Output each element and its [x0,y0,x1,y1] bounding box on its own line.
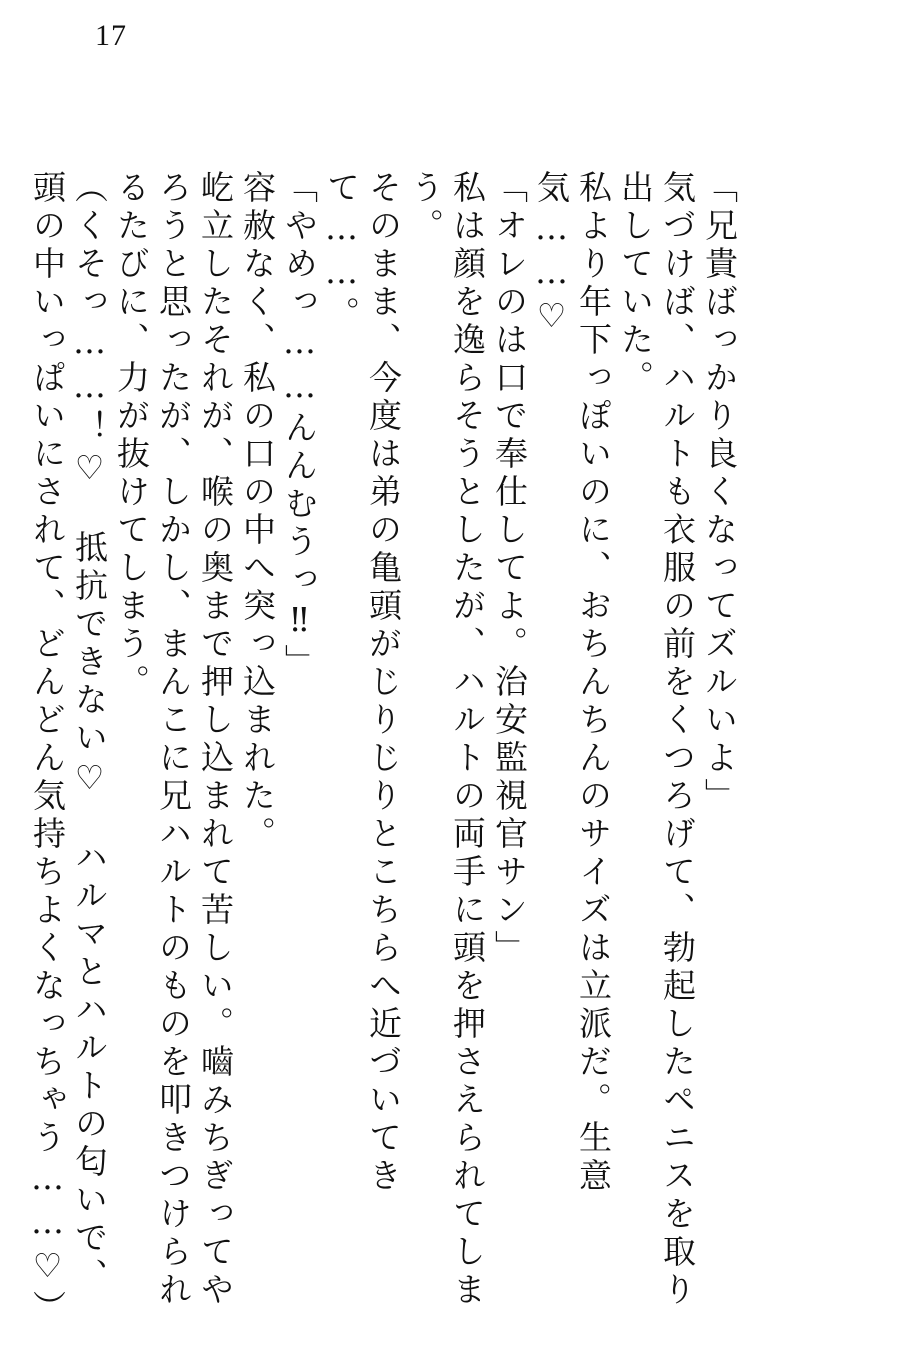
text-line: 気づけば、ハルトも衣服の前をくつろげて、勃起したペニスを取り出していた。 [616,170,697,1310]
text-line: （くそっ……！♡ 抵抗できない♡ ハルマとハルトの匂いで、頭の中いっぱいにされて、どんどん気持ちよくなっちゃう……♡） [28,170,109,1328]
text-line: 「やめっ……んんむうっ‼」 [280,170,319,682]
page-number: 17 [95,19,127,52]
text-line: 「兄貴ばっかり良くなってズルいよ」 [700,170,739,816]
text-line: 「オレのは口で奉仕してよ。治安監視官サン」 [490,170,529,968]
text-line: 私は顔を逸らそうとしたが、ハルトの両手に頭を押さえられてしまう。 [406,170,487,1310]
text-line: そのまま、今度は弟の亀頭がじりじりとこちらへ近づいてきて……。 [322,170,403,1196]
text-line: 屹立したそれが、喉の奥まで押し込まれて苦しい。嚙みちぎってやろうと思ったが、しかし、まんこに兄ハルトのものを叩きつけられるたびに、力が抜けてしまう。 [112,170,235,1310]
body-text [28,170,740,1328]
text-line: 容赦なく、私の口の中へ突っ込まれた。 [238,170,277,854]
text-line: 私より年下っぽいのに、おちんちんのサイズは立派だ。生意気……♡ [532,170,613,1196]
